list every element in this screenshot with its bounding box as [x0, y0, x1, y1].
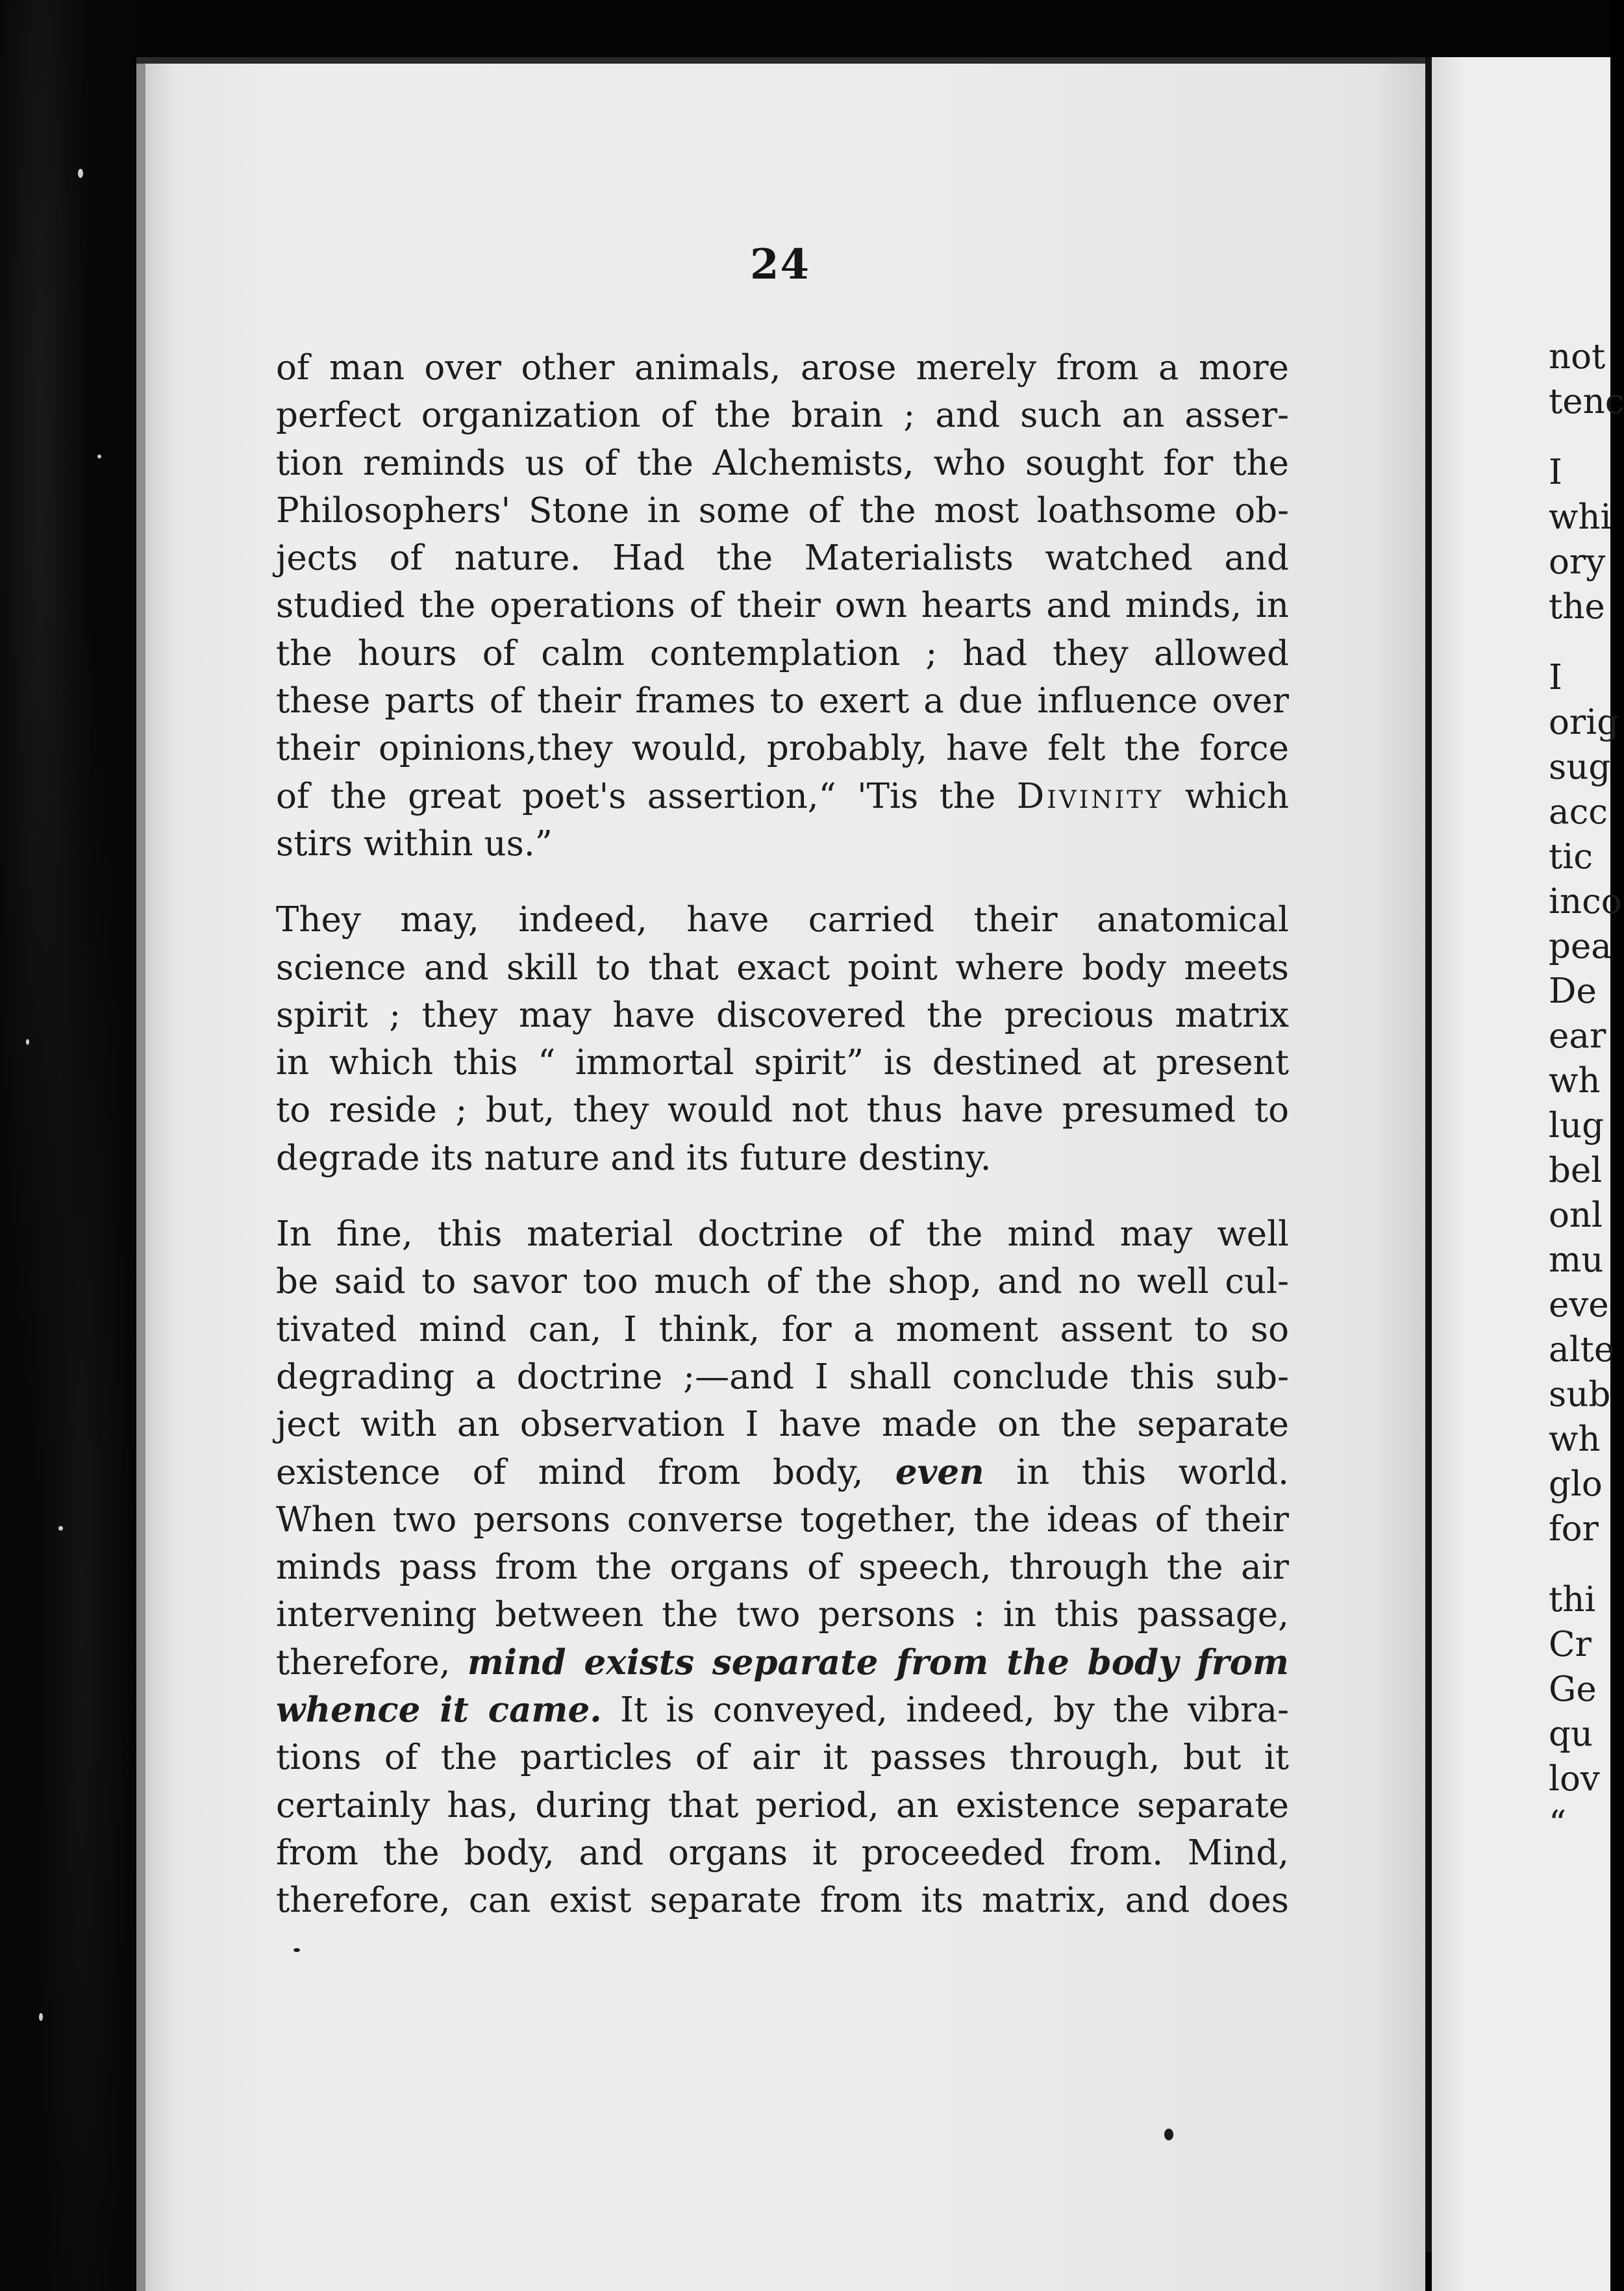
facing-line: for	[1549, 1509, 1599, 1549]
text-line	[276, 1639, 1289, 1686]
text-segment: in which this “ immortal spirit” is destined at present	[276, 1043, 1289, 1083]
text-line	[276, 1449, 1289, 1496]
facing-line: De	[1549, 971, 1597, 1011]
text-segment: jects of nature. Had the Materialists watched and	[276, 538, 1289, 579]
text-segment: therefore,	[276, 1642, 468, 1683]
text-segment: Philosophers' Stone in some of the most loathsome ob-	[276, 490, 1289, 531]
facing-line: I	[1549, 453, 1562, 492]
text-line	[276, 1258, 1289, 1305]
ink-dot	[294, 1948, 300, 1952]
text-line	[276, 582, 1289, 629]
text-line	[276, 773, 1289, 820]
facing-line: wh	[1549, 1420, 1601, 1459]
facing-line: lug	[1549, 1106, 1605, 1146]
text-line	[276, 630, 1289, 677]
text-line	[276, 392, 1289, 439]
text-line	[276, 1039, 1289, 1086]
text-segment: degrade its nature and its future destiny.	[276, 1138, 992, 1178]
facing-line: “	[1549, 1804, 1567, 1844]
facing-line: thi	[1549, 1580, 1596, 1620]
text-segment: mind exists separate from the body from	[467, 1642, 1289, 1683]
text-segment: existence of mind from body,	[276, 1452, 895, 1492]
text-segment	[276, 1453, 1289, 1492]
text-segment: tion reminds us of the Alchemists, who sought for the	[276, 443, 1289, 483]
facing-line: glo	[1549, 1464, 1603, 1504]
scan-speck	[97, 455, 101, 458]
page-number: 24	[750, 240, 811, 289]
facing-line: whi	[1549, 497, 1612, 537]
facing-line: mu	[1549, 1240, 1604, 1280]
facing-line: qu	[1549, 1714, 1593, 1754]
facing-line: inco	[1549, 882, 1622, 921]
facing-line: ory	[1549, 542, 1606, 582]
text-segment: in this world.	[984, 1452, 1289, 1492]
facing-line: bel	[1549, 1151, 1603, 1190]
text-line	[276, 1591, 1289, 1638]
text-segment: minds pass from the organs of speech, through the air	[276, 1547, 1289, 1588]
paragraph-gap	[276, 1182, 1289, 1210]
facing-line: sub	[1549, 1375, 1611, 1414]
text-segment: In fine, this material doctrine of the mind may well	[276, 1214, 1289, 1255]
text-segment: They may, indeed, have carried their anatomical	[276, 900, 1289, 940]
text-segment: When two persons converse together, the ideas of their	[276, 1499, 1289, 1540]
facing-line: tic	[1549, 837, 1593, 877]
facing-line: lov	[1549, 1759, 1600, 1799]
facing-line: alte	[1549, 1330, 1615, 1370]
text-line	[276, 677, 1289, 725]
text-segment: the hours of calm contemplation ; had they allowed	[276, 633, 1289, 673]
facing-gap	[1549, 629, 1610, 655]
facing-line: tenc	[1549, 382, 1624, 421]
text-line	[276, 1210, 1289, 1258]
text-line	[276, 534, 1289, 582]
text-segment: intervening between the two persons : in this passage,	[276, 1595, 1289, 1635]
text-segment: science and skill to that exact point where body meets	[276, 947, 1289, 988]
text-segment: to reside ; but, they would not thus have presumed to	[276, 1090, 1289, 1131]
text-line	[276, 1496, 1289, 1544]
text-segment: of the great poet's assertion,“ 'Tis the	[276, 776, 1017, 816]
facing-line: Ge	[1549, 1670, 1597, 1709]
emphasis-word: even	[895, 1451, 984, 1492]
text-line	[276, 896, 1289, 944]
facing-gap	[1549, 1551, 1610, 1577]
paragraph-gap	[276, 868, 1289, 896]
text-segment: degrading a doctrine ;—and I shall conclude this sub-	[276, 1357, 1289, 1397]
text-segment: tivated mind can, I think, for a moment assent to so	[276, 1309, 1289, 1349]
text-line	[276, 944, 1289, 992]
text-line	[276, 1086, 1289, 1134]
page-gutter	[1425, 57, 1432, 2252]
facing-line: wh	[1549, 1061, 1601, 1101]
ink-dot	[1164, 2129, 1173, 2140]
text-segment: certainly has, during that period, an existence separate	[276, 1785, 1289, 1825]
text-segment: these parts of their frames to exert a due influence over	[276, 681, 1289, 721]
body-text	[276, 344, 1289, 1925]
facing-line: not	[1549, 337, 1606, 377]
text-segment: which	[1164, 776, 1290, 816]
text-segment: their opinions,they would, probably, have felt the force	[276, 729, 1289, 769]
facing-line: the	[1549, 587, 1605, 627]
text-line	[276, 1544, 1289, 1591]
text-line	[276, 1401, 1289, 1448]
text-line	[276, 1306, 1289, 1353]
text-line	[276, 992, 1289, 1039]
text-line	[276, 1353, 1289, 1401]
text-line	[276, 1829, 1289, 1877]
text-line	[276, 344, 1289, 392]
text-line	[276, 1782, 1289, 1829]
text-segment: ject with an observation I have made on the separate	[276, 1405, 1289, 1445]
text-segment: Divinity	[1016, 776, 1164, 816]
facing-line: eve	[1549, 1285, 1609, 1325]
text-segment: be said to savor too much of the shop, and no well cul-	[276, 1262, 1289, 1302]
text-segment: studied the operations of their own hearts and minds, in	[276, 586, 1289, 626]
facing-gap	[1549, 424, 1610, 450]
facing-line: ear	[1549, 1016, 1606, 1056]
text-line	[276, 1734, 1289, 1781]
scan-speck	[26, 1039, 29, 1045]
facing-line: acc	[1549, 792, 1608, 832]
text-segment: tions of the particles of air it passes through, but it	[276, 1738, 1289, 1778]
scan-speck	[78, 169, 83, 178]
text-line	[276, 1686, 1289, 1734]
scan-speck	[58, 1526, 63, 1531]
text-segment: spirit ; they may have discovered the precious matrix	[276, 995, 1289, 1035]
text-line	[276, 487, 1289, 534]
facing-page-text	[1549, 334, 1624, 1846]
facing-line: Cr	[1549, 1625, 1592, 1664]
text-segment: of man over other animals, arose merely from a more	[276, 348, 1289, 388]
text-segment: It is conveyed, indeed, by the vibra-	[601, 1690, 1289, 1731]
facing-line: orig	[1549, 703, 1619, 742]
facing-line: I	[1549, 658, 1562, 697]
facing-line: pea	[1549, 927, 1612, 966]
text-line	[276, 725, 1289, 772]
scan-speck	[39, 2013, 43, 2021]
text-line	[276, 440, 1289, 487]
facing-line: onl	[1549, 1196, 1603, 1235]
text-segment: perfect organization of the brain ; and such an asser-	[276, 395, 1289, 436]
text-segment: therefore, can exist separate from its matrix, and does	[276, 1881, 1289, 1921]
scan-edge	[0, 0, 136, 2291]
text-line	[276, 1134, 1289, 1182]
text-line	[276, 820, 1289, 868]
text-segment: whence it came.	[276, 1690, 602, 1731]
text-segment: from the body, and organs it proceeded from. Mind,	[276, 1833, 1289, 1873]
facing-line: sug	[1549, 747, 1611, 787]
text-line	[276, 1877, 1289, 1924]
text-segment: stirs within us.”	[276, 823, 553, 864]
